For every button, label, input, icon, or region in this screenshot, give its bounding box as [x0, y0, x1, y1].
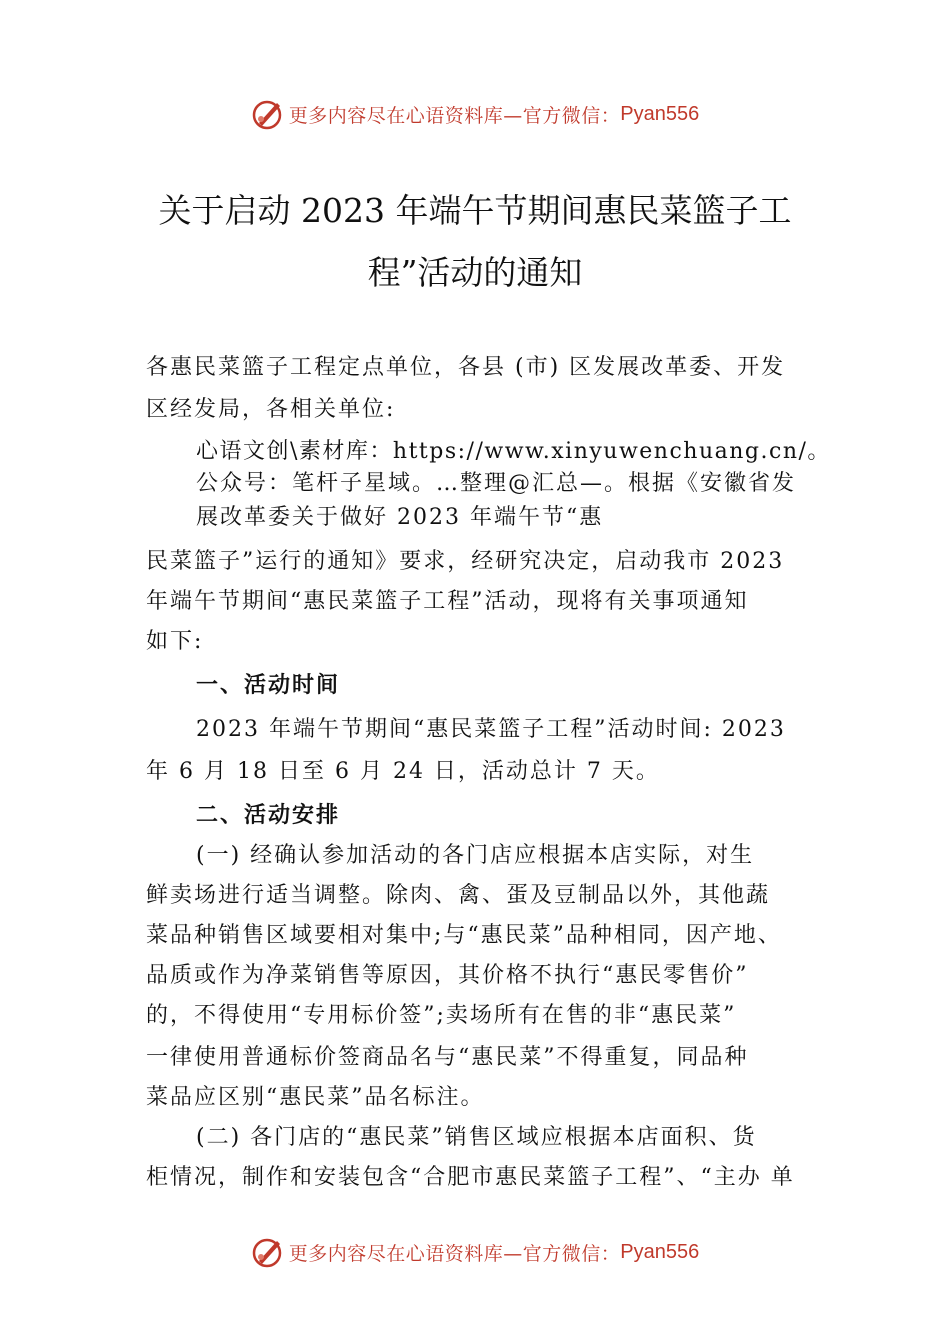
- brush-logo-icon: [251, 1235, 285, 1269]
- body-line: 柜情况，制作和安装包含“合肥市惠民菜篮子工程”、“主办 单: [146, 1165, 795, 1190]
- body-line: 的，不得使用“专用标价签”;卖场所有在售的非“惠民菜”: [146, 1003, 737, 1028]
- section-heading-arrangement: 二、活动安排: [196, 803, 341, 828]
- body-line: 如下:: [146, 629, 204, 654]
- footer-banner: [0, 1232, 950, 1272]
- body-line: 一律使用普通标价签商品名与“惠民菜”不得重复，同品种: [146, 1045, 749, 1070]
- document-title-line1: 关于启动 2023 年端午节期间惠民菜篮子工: [158, 191, 792, 230]
- banner-text: 更多内容尽在心语资料库—官方微信：: [288, 1242, 621, 1265]
- body-line: 各惠民菜篮子工程定点单位，各县 (市) 区发展改革委、开发: [146, 355, 786, 380]
- body-line: (一) 经确认参加活动的各门店应根据本店实际，对生: [196, 843, 755, 868]
- body-line: 菜品应区别“惠民菜”品名标注。: [146, 1085, 485, 1110]
- body-line: (二) 各门店的“惠民菜”销售区域应根据本店面积、货: [196, 1125, 757, 1150]
- banner-wechat-id: Pyan556: [620, 102, 700, 125]
- header-banner: [0, 94, 950, 134]
- body-line: 公众号：笔杆子星域。…整理@汇总—。根据《安徽省发: [196, 471, 797, 496]
- body-line: 品质或作为净菜销售等原因，其价格不执行“惠民零售价”: [146, 963, 749, 988]
- body-line: 区经发局，各相关单位:: [146, 397, 396, 422]
- body-line: 年 6 月 18 日至 6 月 24 日，活动总计 7 天。: [146, 759, 660, 784]
- banner-text: 更多内容尽在心语资料库—官方微信：: [288, 104, 621, 127]
- body-line: 2023 年端午节期间“惠民菜篮子工程”活动时间: 2023: [196, 717, 786, 742]
- banner-wechat-id: Pyan556: [620, 1240, 700, 1263]
- section-heading-time: 一、活动时间: [196, 673, 341, 698]
- brush-logo-icon: [251, 97, 285, 131]
- body-line: 展改革委关于做好 2023 年端午节“惠: [196, 505, 604, 530]
- body-line: 年端午节期间“惠民菜篮子工程”活动，现将有关事项通知: [146, 589, 749, 614]
- document-title-line2: 程”活动的通知: [367, 253, 583, 292]
- body-line: 心语文创\素材库：https://www.xinyuwenchuang.cn/。: [196, 439, 831, 464]
- body-line: 鲜卖场进行适当调整。除肉、禽、蛋及豆制品以外，其他蔬: [146, 883, 771, 908]
- body-line: 菜品种销售区域要相对集中;与“惠民菜”品种相同，因产地、: [146, 923, 782, 948]
- body-line: 民菜篮子”运行的通知》要求，经研究决定，启动我市 2023: [146, 549, 785, 574]
